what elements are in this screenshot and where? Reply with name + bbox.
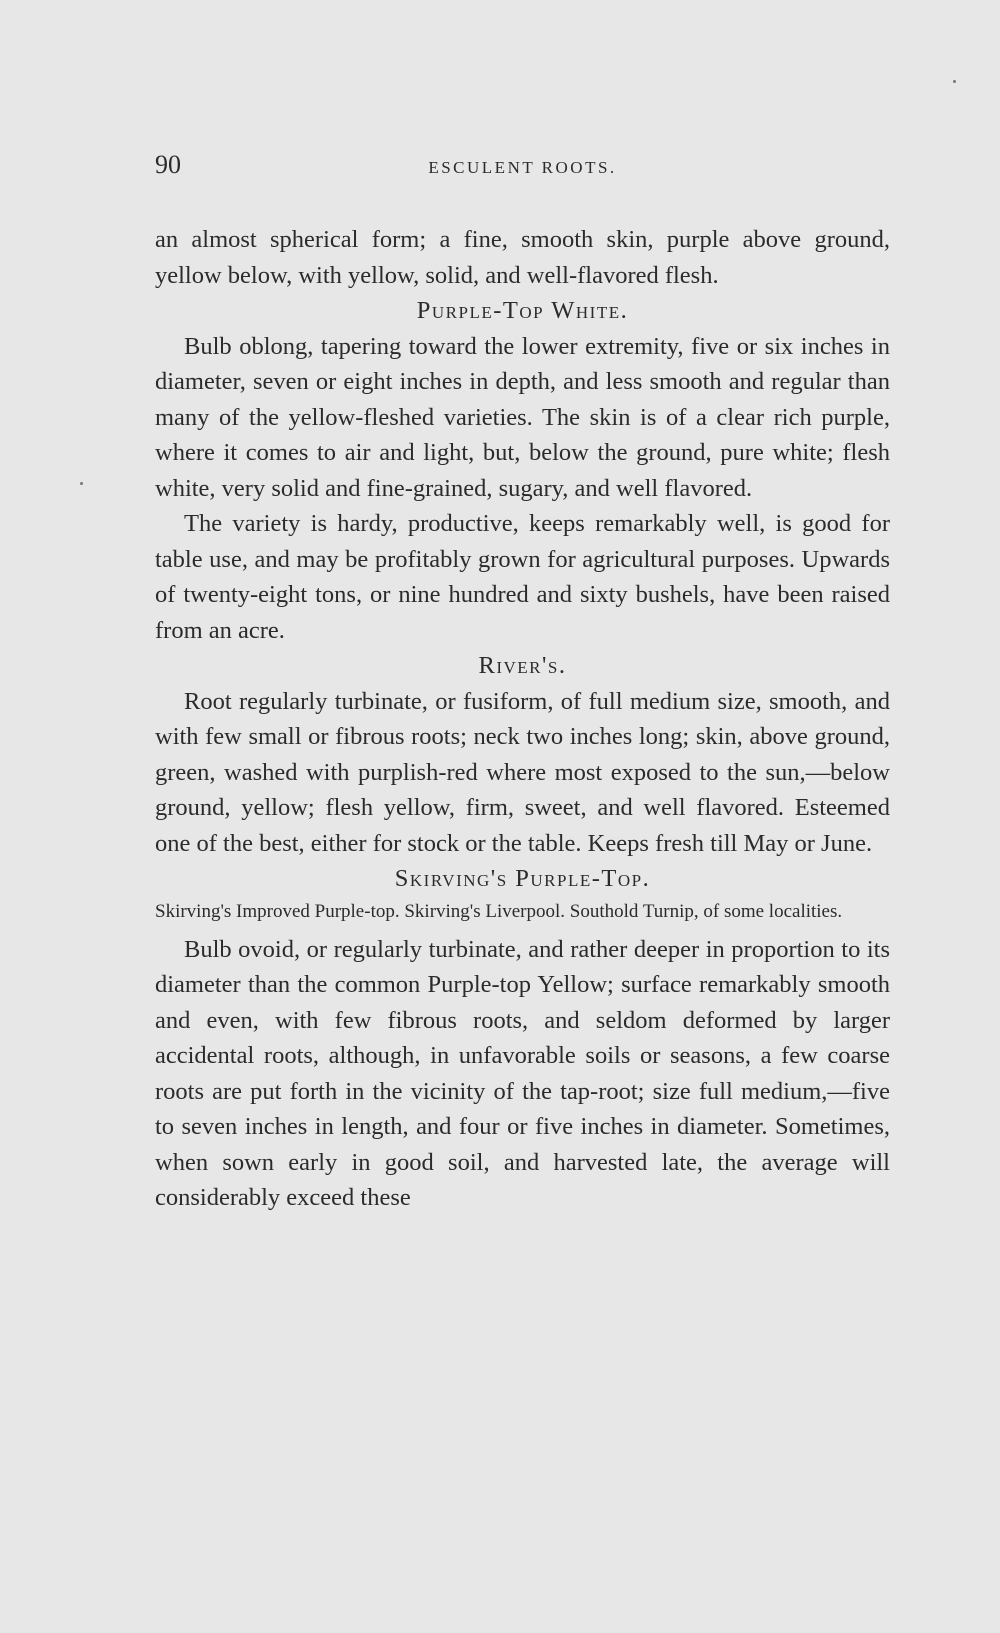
synonyms: Skirving's Improved Purple-top. Skirving's Liverpool. Southold Turnip, of some localities. [155,900,843,922]
section-title-skirvings: Skirving's Purple-Top. [394,865,651,892]
section-title-rivers: River's. [478,652,567,679]
page-speck [953,80,956,83]
paragraph: Root regularly turbinate, or fusiform, of full medium size, smooth, and with few small or fibrous roots; neck two inches long; skin, above ground, green, washed with purplish-red where most exposed to the sun,—below ground, yellow; flesh yellow, firm, sweet, and well flavored. Esteemed one of the best, either for stock or the table. Keeps fresh till May or June. [155,687,890,857]
page-number: 90 [155,150,181,179]
paragraph: Bulb oblong, tapering toward the lower extremity, five or six inches in diameter, seven or eight inches in depth, and less smooth and regular than many of the yellow-fleshed varieties. The skin is of a clear rich purple, where it comes to air and light, but, below the ground, pure white; flesh white, very solid and fine-grained, sugary, and well flavored. [155,332,890,502]
section-title-purple-top-white: Purple-Top White. [416,297,629,324]
page-speck [80,482,83,485]
paragraph: The variety is hardy, productive, keeps remarkably well, is good for table use, and may be profitably grown for agricultural purposes. Upwards of twenty-eight tons, or nine hundred and sixty bushels, have been raised from an acre. [155,510,890,644]
page-header [155,150,890,190]
paragraph: Bulb ovoid, or regularly turbinate, and rather deeper in proportion to its diameter than the common Purple-top Yellow; surface remarkably smooth and even, with few fibrous roots, and seldom deformed by larger accidental roots, although, in unfavorable soils or seasons, a few coarse roots are put forth in the vicinity of the tap-root; size full medium,—five to seven inches in length, and four or five inches in diameter. Sometimes, when sown early in good soil, and harvested late, the average will considerably exceed these [155,935,890,1211]
running-head: ESCULENT ROOTS. [428,158,617,177]
page-body [155,222,890,1216]
intro-paragraph: an almost spherical form; a fine, smooth skin, purple above ground, yellow below, with yellow, solid, and well-flavored flesh. [155,226,890,289]
